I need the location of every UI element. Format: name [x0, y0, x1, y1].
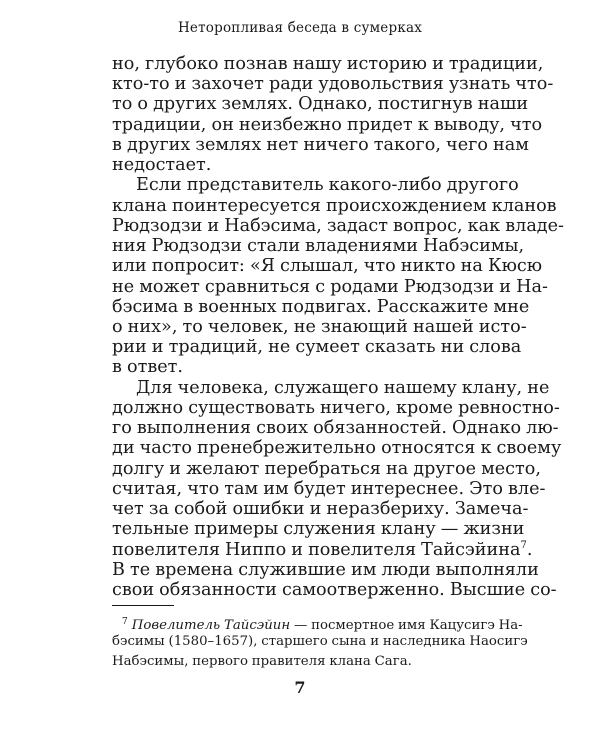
text-line: клана поинтересуется происхождением кланов [112, 196, 557, 216]
text-line: в других землях нет ничего такого, чего нам [112, 135, 529, 155]
footnote-number: 7 [122, 617, 128, 627]
text-line: долгу и желают перебраться на другое место, [112, 459, 541, 479]
text-line: Для человека, служащего нашему клану, не [136, 378, 550, 398]
text-line: рии и традиций, не сумеет сказать ни слова [112, 337, 522, 357]
footnote-reference[interactable]: 7 [520, 540, 527, 551]
footnote-line: бэсимы (1580–1657), старшего сына и наследника Наосигэ [112, 634, 528, 649]
text-line: ди часто пренебрежительно относятся к своему [112, 438, 562, 458]
footnote-term: Повелитель Тайсэйин [131, 618, 291, 633]
text-line: бэсима в военных подвигах. Расскажите мне [112, 297, 530, 317]
text-line: о них», то человек, не знающий нашей исто- [112, 317, 527, 337]
text-line: тельные примеры служения клану — жизни [112, 519, 525, 539]
footnote-line: Набэсимы, первого правителя клана Сага. [112, 654, 412, 669]
footnote-divider [112, 605, 174, 606]
text-line: в ответ. [112, 357, 183, 377]
footnote-text: — посмертное имя Кацусигэ На- [290, 618, 523, 633]
running-head: Неторопливая беседа в сумерках [177, 20, 423, 36]
text-line: но, глубоко познав нашу историю и традиции, [112, 54, 544, 74]
text-line: традиции, он неизбежно придет к выводу, что [112, 115, 543, 135]
text-line: Если представитель какого-либо другого [136, 175, 519, 195]
text-line: В те времена служившие им люди выполняли [112, 560, 539, 580]
text-line: или попросит: «Я слышал, что никто на Кюсю [112, 256, 543, 276]
text-line: кто-то и захочет ради удовольствия узнать что- [112, 74, 554, 94]
text-line: недостает. [112, 155, 212, 175]
text-line: свои обязанности самоотверженно. Высшие со- [112, 580, 557, 600]
text-line: не может сравниться с родами Рюдзодзи и На- [112, 277, 548, 297]
text-line: го выполнения своих обязанностей. Однако лю- [112, 418, 559, 438]
text-line: должно существовать ничего, кроме ревностно- [112, 398, 560, 418]
text-line: ния Рюдзодзи стали владениями Набэсимы, [112, 236, 525, 256]
page-number: 7 [294, 678, 306, 697]
text-line: считая, что там им будет интереснее. Это вле- [112, 479, 546, 499]
punctuation: . [526, 540, 533, 560]
text-run: повелителя Ниппо и повелителя Тайсэйина [112, 540, 521, 560]
text-line: чет за собой ошибки и неразбериху. Замеча- [112, 499, 529, 519]
text-line: Рюдзодзи и Набэсима, задаст вопрос, как владе- [112, 216, 564, 236]
text-line: то о других землях. Однако, постигнув наши [112, 94, 529, 114]
